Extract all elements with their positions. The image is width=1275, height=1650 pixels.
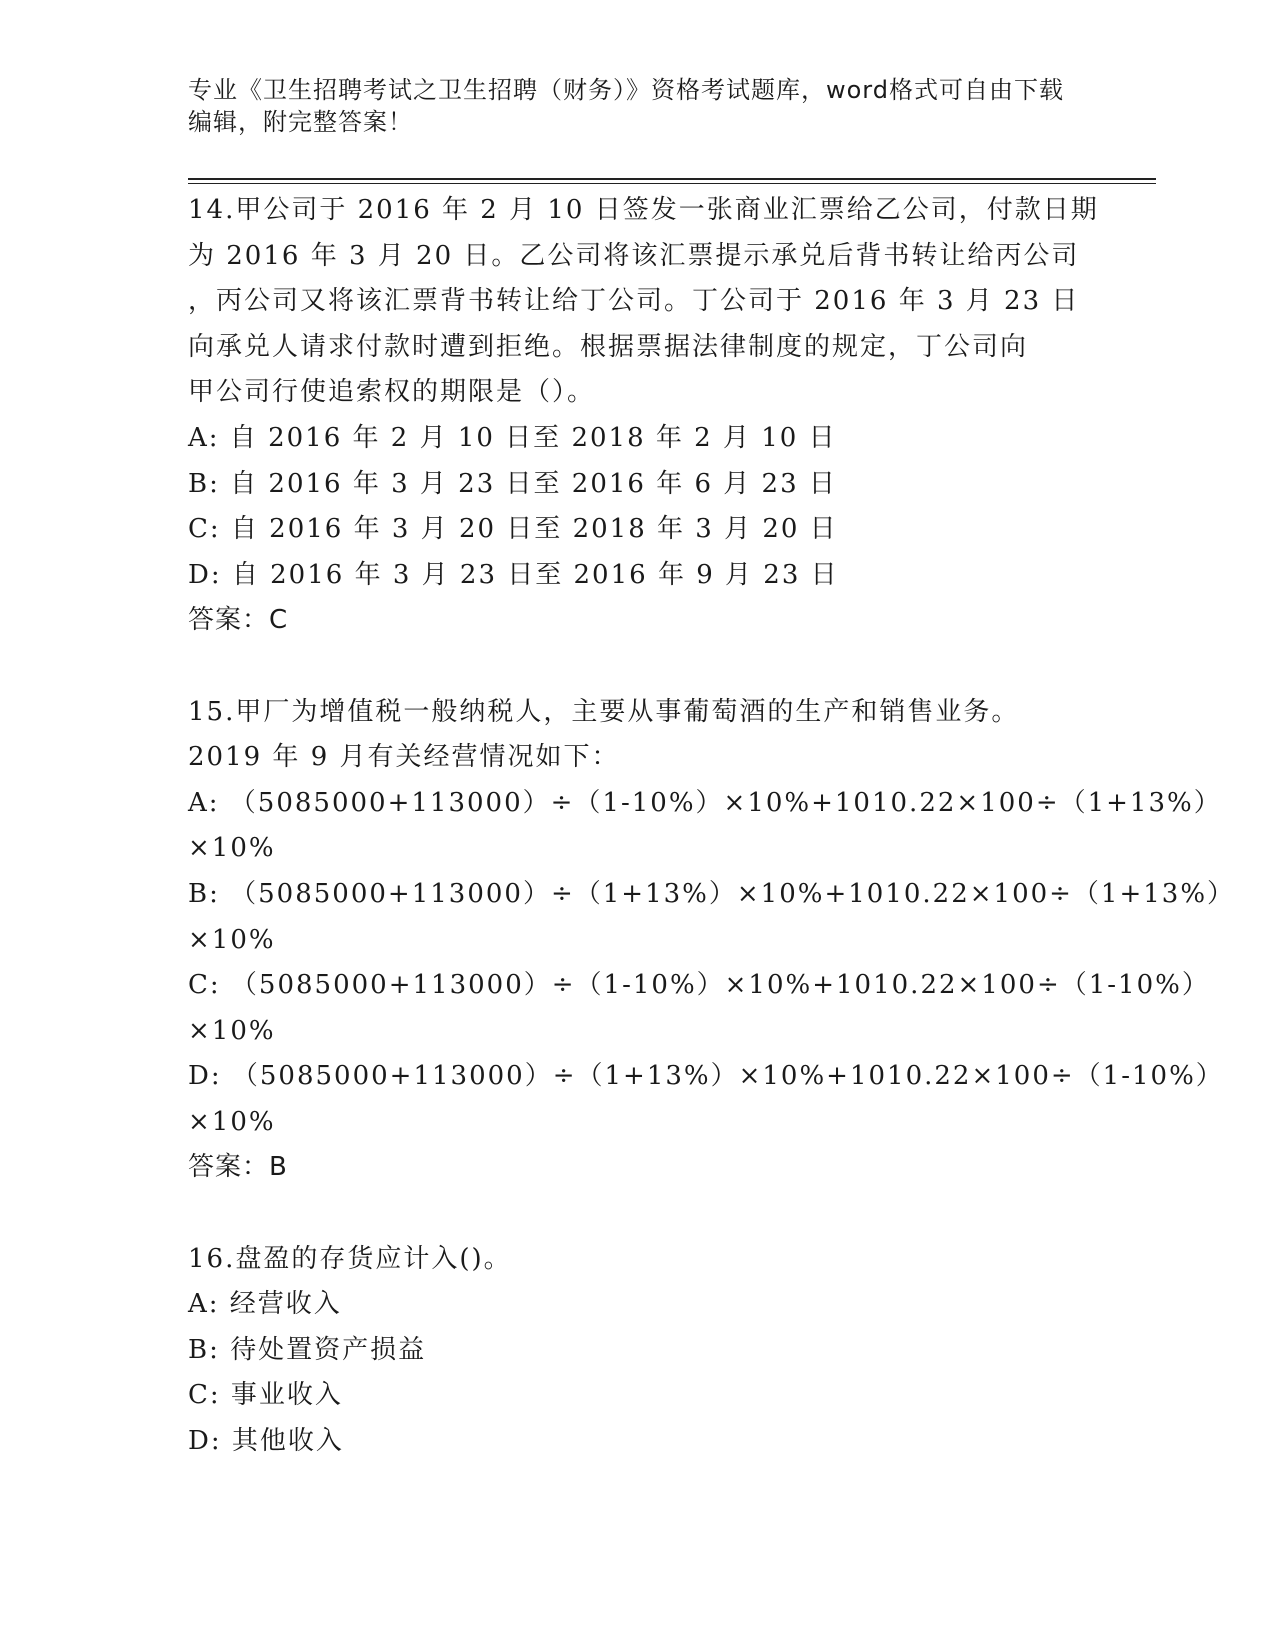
- option-d: D: （5085000+113000）÷（1+13%）×10%+1010.22×100÷（1-10%）: [188, 1061, 1224, 1092]
- question-list: [188, 188, 1236, 1465]
- option-c: C: （5085000+113000）÷（1-10%）×10%+1010.22×100÷（1-10%）: [188, 970, 1210, 1001]
- question-14: [188, 188, 1099, 644]
- question-stem-line: 甲公司行使追索权的期限是（）。: [188, 377, 596, 408]
- header-line-1: 专业《卫生招聘考试之卫生招聘（财务）》资格考试题库，word格式可自由下载: [188, 76, 1064, 104]
- option-c: C: 自 2016 年 3 月 20 日至 2018 年 3 月 20 日: [188, 514, 838, 545]
- answer-label: 答案：C: [188, 605, 289, 636]
- question-stem-line: 14.甲公司于 2016 年 2 月 10 日签发一张商业汇票给乙公司，付款日期: [188, 195, 1099, 225]
- question-stem-line: 向承兑人请求付款时遭到拒绝。根据票据法律制度的规定，丁公司向: [188, 331, 1029, 362]
- question-stem-line: 2019 年 9 月有关经营情况如下：: [188, 742, 620, 773]
- header-divider: [188, 178, 1156, 184]
- option-b: B: 待处置资产损益: [188, 1334, 427, 1365]
- question-stem-line: 为 2016 年 3 月 20 日。乙公司将该汇票提示承兑后背书转让给丙公司: [188, 240, 1080, 271]
- question-stem-line: 16.盘盈的存货应计入()。: [188, 1243, 512, 1274]
- option-a: A: （5085000+113000）÷（1-10%）×10%+1010.22×100÷（1+13%）: [188, 787, 1222, 818]
- question-stem-line: ，丙公司又将该汇票背书转让给丁公司。丁公司于 2016 年 3 月 23 日: [188, 286, 1080, 317]
- option-d: D: 自 2016 年 3 月 23 日至 2016 年 9 月 23 日: [188, 559, 839, 590]
- option-d-continuation: ×10%: [188, 1106, 276, 1137]
- question-stem-line: 15.甲厂为增值税一般纳税人，主要从事葡萄酒的生产和销售业务。: [188, 696, 1020, 727]
- question-16: [188, 1237, 1088, 1465]
- option-c: C: 事业收入: [188, 1380, 343, 1411]
- option-a: A: 自 2016 年 2 月 10 日至 2018 年 2 月 10 日: [188, 422, 837, 453]
- option-c-continuation: ×10%: [188, 1015, 276, 1046]
- header-line-2: 编辑，附完整答案！: [188, 108, 413, 136]
- question-15: [188, 690, 1236, 1192]
- option-a: A: 经营收入: [188, 1289, 342, 1320]
- option-b-continuation: ×10%: [188, 924, 276, 955]
- option-a-continuation: ×10%: [188, 833, 276, 864]
- option-d: D: 其他收入: [188, 1426, 344, 1457]
- option-b: B: （5085000+113000）÷（1+13%）×10%+1010.22×100÷（1+13%）: [188, 878, 1236, 909]
- page-header: [188, 74, 1088, 138]
- option-b: B: 自 2016 年 3 月 23 日至 2016 年 6 月 23 日: [188, 468, 837, 499]
- answer-label: 答案：B: [188, 1152, 288, 1183]
